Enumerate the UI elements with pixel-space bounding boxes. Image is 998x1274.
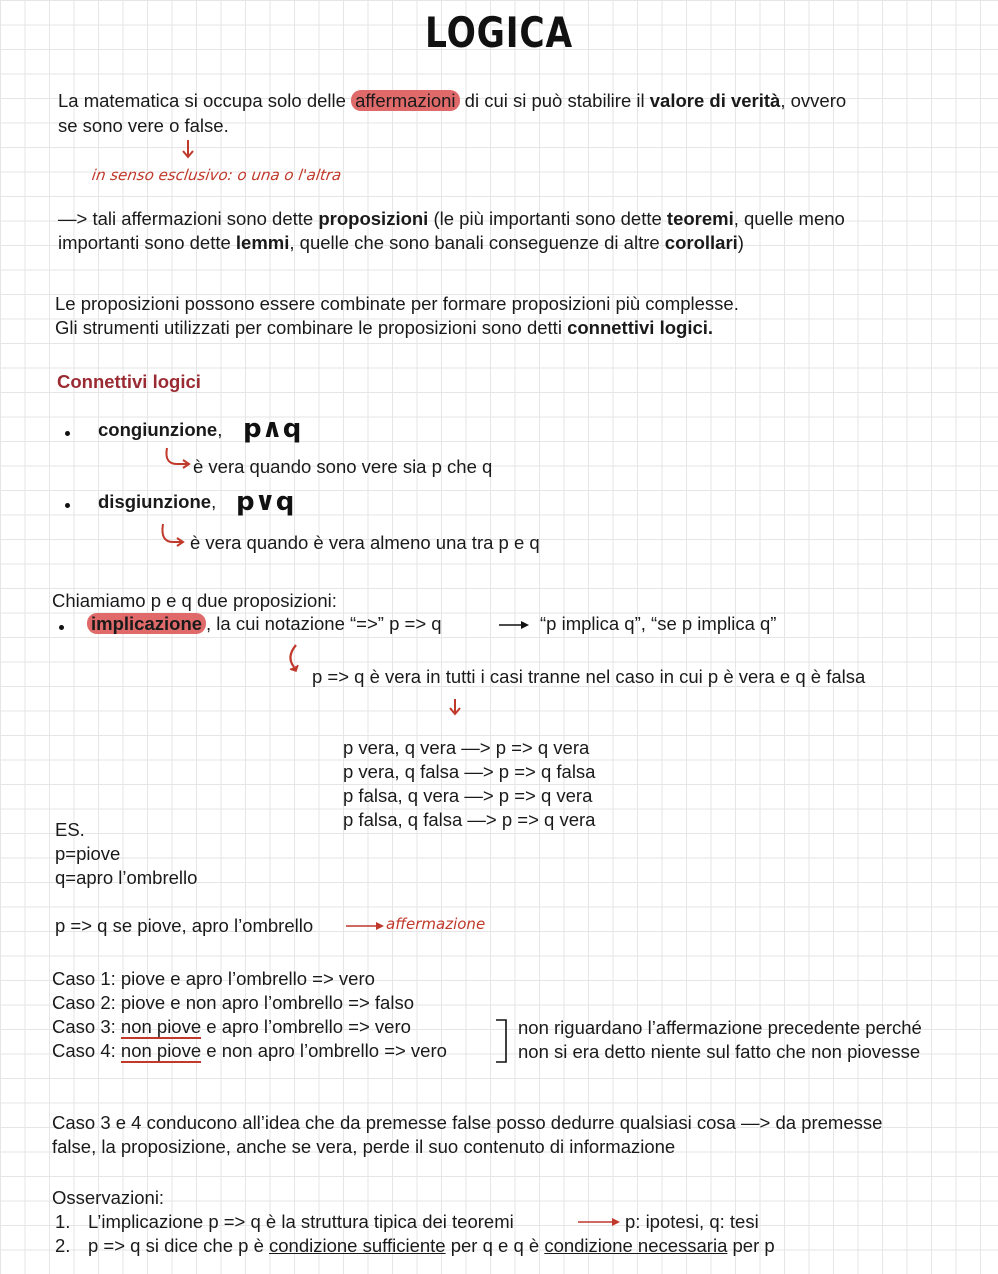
truth-case: p falsa, q vera —> p => q vera [343,785,593,806]
example-case-3 [52,1015,411,1039]
propositions-line-2 [58,231,744,255]
implication-rule: p => q è vera in tutti i casi tranne nel caso in cui p è vera e q è falsa [312,666,866,687]
bold-term: connettivi logici. [567,317,714,338]
hook-arrow-icon [163,446,193,470]
handwritten-note: in senso esclusivo: o una o l'altra [90,166,343,184]
disjunction-desc: è vera quando è vera almeno una tra p e q [190,532,540,553]
example-case-2: Caso 2: piove e non apro l’ombrello => falso [52,992,414,1013]
text: importanti sono dette [58,232,236,253]
handwritten-note: affermazione [386,915,486,933]
text: , la cui notazione “=>” p => q [206,613,442,634]
bold-term: lemmi [235,232,290,253]
example-label: ES. [55,819,85,840]
section-heading: Connettivi logici [57,371,201,392]
bullet [65,431,70,436]
text: e apro l’ombrello => vero [201,1016,411,1037]
implication-reading: “p implica q”, “se p implica q” [540,613,777,634]
combination-line-1: Le proposizioni possono essere combinate per formare proposizioni più complesse. [55,293,739,314]
conclusion-line-2: false, la proposizione, anche se vera, perde il suo contenuto di informazione [52,1136,676,1157]
bold-term: valore di verità [649,90,781,111]
down-arrow-icon [182,138,196,162]
bold-term: corollari [664,232,738,253]
conjunction-symbol: p∧q [243,414,302,444]
conclusion-line-1: Caso 3 e 4 conducono all’idea che da premesse false posso dedurre qualsiasi cosa —> da premesse [52,1112,883,1133]
text: e non apro l’ombrello => vero [201,1040,447,1061]
bracket-icon [494,1018,510,1064]
text: per p [727,1235,775,1256]
text: Gli strumenti utilizzati per combinare le proposizioni sono detti [55,317,568,338]
example-side-note: non riguardano l’affermazione precedente perché [518,1017,922,1038]
text: Caso 3: [52,1016,121,1037]
observation-2 [88,1234,775,1258]
down-arrow-icon [449,697,463,719]
combination-line-2 [55,316,713,340]
right-arrow-icon [346,920,386,932]
highlighted-term: affermazioni [351,90,459,111]
truth-case: p vera, q vera —> p => q vera [343,737,590,758]
example-q: q=apro l’ombrello [55,867,198,888]
example-case-4 [52,1039,447,1063]
propositions-line-1 [58,207,845,231]
text: per q e q è [445,1235,545,1256]
text: —> tali affermazioni sono dette [58,208,319,229]
implication-item [87,612,442,636]
underlined-term: condizione sufficiente [269,1235,446,1256]
observation-2-number: 2. [55,1235,71,1256]
right-arrow-icon [578,1216,622,1228]
bold-term: congiunzione [98,419,218,440]
highlighted-term: implicazione [87,613,206,634]
observations-heading: Osservazioni: [52,1187,165,1208]
example-side-note: non si era detto niente sul fatto che non piovesse [518,1041,921,1062]
text: , quelle meno [733,208,845,229]
text: p => q si dice che p è [88,1235,270,1256]
text: ) [737,232,744,253]
conjunction-desc: è vera quando sono vere sia p che q [193,456,493,477]
bold-term: teoremi [666,208,734,229]
right-arrow-icon [497,619,531,631]
page-title: LOGICA [425,8,573,57]
text: , [217,419,223,440]
truth-case: p vera, q falsa —> p => q falsa [343,761,596,782]
bullet [59,625,64,630]
underlined-term: non piove [120,1040,202,1061]
example-case-1: Caso 1: piove e apro l’ombrello => vero [52,968,375,989]
intro-text: di cui si può stabilire il [459,90,650,111]
underlined-term: condizione necessaria [544,1235,728,1256]
bold-term: proposizioni [318,208,429,229]
bullet [65,503,70,508]
disjunction-symbol: p∨q [236,487,295,517]
intro-line-2: se sono vere o false. [58,115,229,136]
hook-arrow-icon [159,522,189,548]
implication-intro: Chiamiamo p e q due proposizioni: [52,590,337,611]
text: , [211,491,217,512]
conjunction-item [98,418,222,442]
truth-case: p falsa, q falsa —> p => q vera [343,809,596,830]
curved-arrow-icon [286,643,310,679]
observation-1-note: p: ipotesi, q: tesi [625,1211,759,1232]
text: Caso 4: [52,1040,121,1061]
observation-1-number: 1. [55,1211,71,1232]
intro-line-1 [58,89,846,113]
observation-1: L’implicazione p => q è la struttura tipica dei teoremi [88,1211,514,1232]
text: (le più importanti sono dette [428,208,667,229]
disjunction-item [98,490,216,514]
example-p: p=piove [55,843,121,864]
intro-text: , ovvero [780,90,847,111]
underlined-term: non piove [120,1016,202,1037]
example-statement: p => q se piove, apro l’ombrello [55,915,314,936]
bold-term: disgiunzione [98,491,212,512]
intro-text: La matematica si occupa solo delle [58,90,352,111]
text: , quelle che sono banali conseguenze di altre [289,232,665,253]
